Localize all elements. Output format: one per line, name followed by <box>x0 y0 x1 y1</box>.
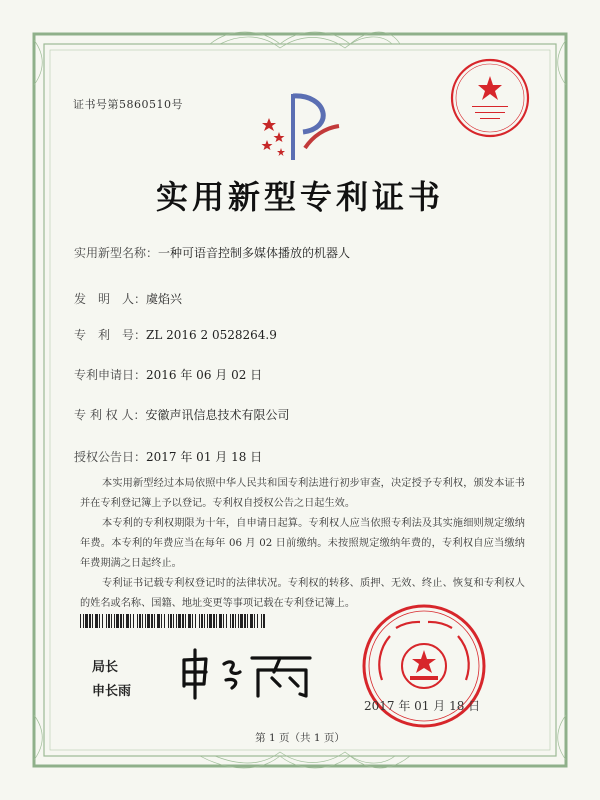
grant-announcement-date-row: 授权公告日：2017 年 01 月 18 日 <box>74 450 263 464</box>
body-paragraph-3: 专利证书记载专利权登记时的法律状况。专利权的转移、质押、无效、终止、恢复和专利权人的姓名或名称、国籍、地址变更等事项记载在专利登记簿上。 <box>80 578 525 609</box>
page-title: 实用新型专利证书 <box>155 178 444 216</box>
signature <box>170 642 320 702</box>
body-paragraph-2: 本专利的专利权期限为十年，自申请日起算。专利权人应当依照专利法及其实施细则规定缴纳年费。本专利的年费应当在每年 06 月 02 日前缴纳。未按照规定缴纳年费的，专利权自应当缴纳年费期满之日起终止。 <box>80 518 525 569</box>
utility-model-name-row: 实用新型名称：一种可语音控制多媒体播放的机器人 <box>74 246 351 260</box>
seal-date: 2017 年 01 月 18 日 <box>364 699 481 713</box>
inventor-row: 发 明 人：虞焰兴 <box>74 292 183 306</box>
certificate-number: 证书号第5860510号 <box>73 98 183 111</box>
agency-seal-icon <box>448 56 532 140</box>
patentee-row: 专 利 权 人：安徽声讯信息技术有限公司 <box>74 408 290 422</box>
page-number: 第 1 页（共 1 页） <box>255 732 345 744</box>
patent-number-row: 专 利 号：ZL 2016 2 0528264.9 <box>74 328 277 342</box>
body-paragraph-1: 本实用新型经过本局依照中华人民共和国专利法进行初步审查，决定授予专利权，颁发本证书并在专利登记簿上予以登记。专利权自授权公告之日起生效。 <box>80 478 525 509</box>
official-name: 申长雨 <box>92 684 132 699</box>
barcode <box>80 614 265 628</box>
application-date-row: 专利申请日：2016 年 06 月 02 日 <box>74 368 263 382</box>
patent-office-logo-icon <box>255 88 345 168</box>
official-title: 局长 <box>92 660 119 675</box>
